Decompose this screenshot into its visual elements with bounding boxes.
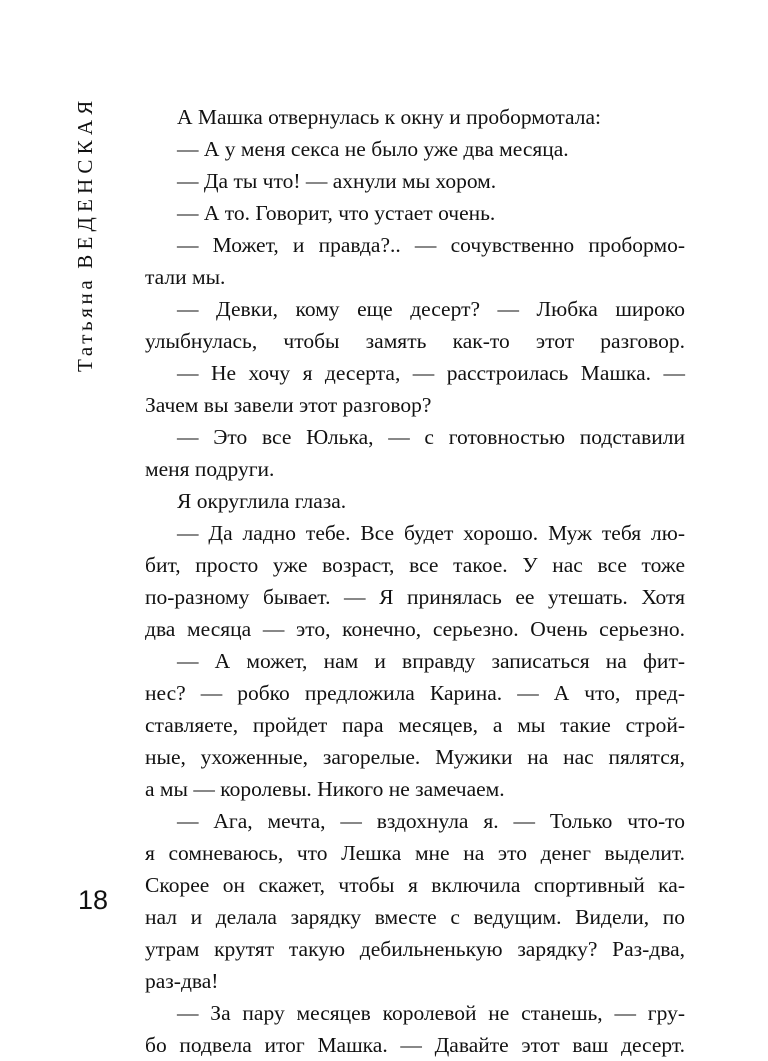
text-line: А Машка отвернулась к окну и пробормотала:: [177, 105, 601, 129]
text-line: нес? — робко предложила Карина. — А что, пред-: [145, 681, 685, 705]
text-line: — А может, нам и вправду записаться на фит-: [177, 649, 685, 673]
text-line: тали мы.: [145, 265, 226, 289]
text-line: утрам крутят такую дебильненькую зарядку? Раз-два,: [145, 937, 685, 961]
text-line: ные, ухоженные, загорелые. Мужики на нас пялятся,: [145, 745, 685, 769]
body-text: [145, 101, 685, 1061]
text-line: — Да ты что! — ахнули мы хором.: [177, 169, 497, 193]
running-head: [70, 92, 100, 372]
text-line: Зачем вы завели этот разговор?: [145, 393, 432, 417]
text-line: бит, просто уже возраст, все такое. У нас все тоже: [145, 553, 685, 577]
text-line: бо подвела итог Машка. — Давайте этот ваш десерт.: [145, 1033, 685, 1057]
page-number: 18: [78, 885, 109, 915]
text-line: — Да ладно тебе. Все будет хорошо. Муж тебя лю-: [177, 521, 685, 545]
text-line: — Ага, мечта, — вздохнула я. — Только что-то: [177, 809, 685, 833]
text-line: раз-два!: [145, 969, 219, 993]
text-line: — Не хочу я десерта, — расстроилась Машка. —: [177, 361, 685, 385]
text-line: два месяца — это, конечно, серьезно. Очень серьезно.: [145, 617, 685, 641]
text-line: — Девки, кому еще десерт? — Любка широко: [177, 297, 685, 321]
text-line: меня подруги.: [145, 457, 275, 481]
text-line: по-разному бывает. — Я принялась ее утешать. Хотя: [145, 585, 685, 609]
text-line: — А то. Говорит, что устает очень.: [177, 201, 496, 225]
author-first-name: Татьяна: [73, 276, 97, 372]
text-line: — За пару месяцев королевой не станешь, — гру-: [177, 1001, 685, 1025]
text-line: Я округлила глаза.: [177, 489, 347, 513]
text-line: — Это все Юлька, — с готовностью подставили: [177, 425, 685, 449]
text-line: а мы — королевы. Никого не замечаем.: [145, 777, 505, 801]
author-last-name: ВЕДЕНСКАЯ: [73, 95, 97, 269]
text-line: Скорее он скажет, чтобы я включила спортивный ка-: [145, 873, 685, 897]
text-line: улыбнулась, чтобы замять как-то этот разговор.: [145, 329, 685, 353]
text-line: — Может, и правда?.. — сочувственно пробормо-: [177, 233, 685, 257]
text-line: ставляете, пройдет пара месяцев, а мы такие строй-: [145, 713, 685, 737]
text-line: я сомневаюсь, что Лешка мне на это денег выделит.: [145, 841, 685, 865]
text-line: — А у меня секса не было уже два месяца.: [177, 137, 569, 161]
text-line: нал и делала зарядку вместе с ведущим. Видели, по: [145, 905, 685, 929]
